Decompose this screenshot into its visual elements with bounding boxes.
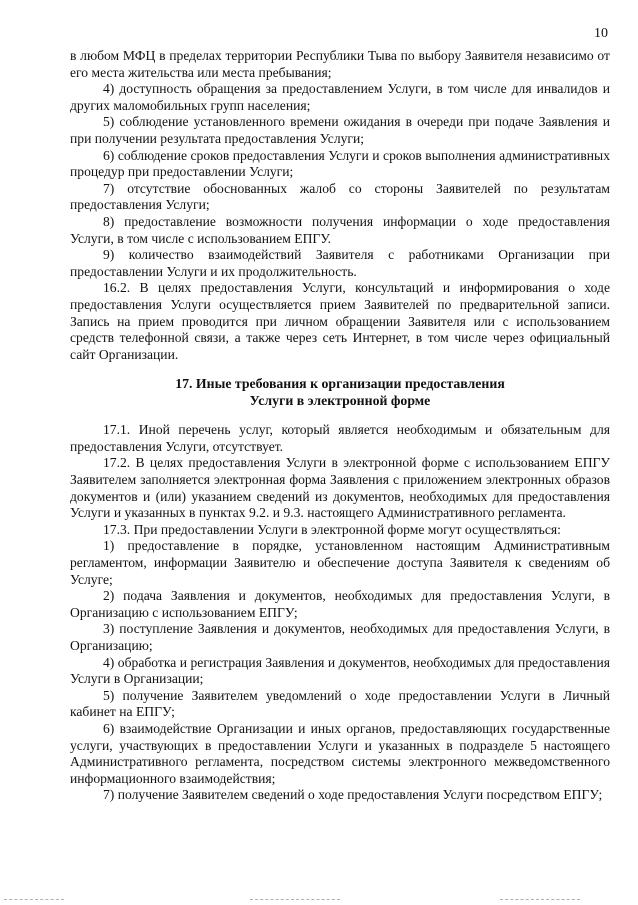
scan-mark xyxy=(250,899,340,901)
list-item: 2) подача Заявления и документов, необходимых для предоставления Услуги, в Организацию с использованием ЕПГУ; xyxy=(70,588,610,620)
list-item: 5) соблюдение установленного времени ожидания в очереди при подаче Заявления и при получении результата предоставления Услуги; xyxy=(70,114,610,146)
paragraph: в любом МФЦ в пределах территории Республики Тыва по выбору Заявителя независимо от его места жительства или места пребывания; xyxy=(70,48,610,80)
paragraph: 17.1. Иной перечень услуг, который является необходимым и обязательным для предоставления Услуги, отсутствует. xyxy=(70,422,610,454)
page-number: 10 xyxy=(594,26,608,41)
section-heading xyxy=(70,375,610,409)
scan-mark xyxy=(4,899,64,901)
paragraph: 17.2. В целях предоставления Услуги в электронной форме с использованием ЕПГУ Заявителем заполняется электронная форма Заявления с приложением электронных образов документов и (или) указанием сведений из документов, необходимых для предоставления Услуги и указанных в пунктах 9.2. и 9.3. настоящего Административного регламента. xyxy=(70,455,610,521)
list-item: 5) получение Заявителем уведомлений о ходе предоставлении Услуги в Личный кабинет на ЕПГУ; xyxy=(70,687,610,720)
scan-mark xyxy=(500,899,580,901)
list-item: 9) количество взаимодействий Заявителя с работниками Организации при предоставлении Услуги и их продолжительность. xyxy=(70,247,610,279)
list-item: 3) поступление Заявления и документов, необходимых для предоставления Услуги, в Организацию; xyxy=(70,621,610,653)
list-item: 4) обработка и регистрация Заявления и документов, необходимых для предоставления Услуги в Организации; xyxy=(70,654,610,687)
list-item: 6) соблюдение сроков предоставления Услуги и сроков выполнения административных процедур при предоставлении Услуги; xyxy=(70,147,610,180)
list-item: 4) доступность обращения за предоставлением Услуги, в том числе для инвалидов и других маломобильных групп населения; xyxy=(70,81,610,113)
paragraph: 16.2. В целях предоставления Услуги, консультаций и информирования о ходе предоставления Услуги осуществляется прием Заявителей по предварительной записи. Запись на прием проводится при личном обращении Заявителя или с использованием средств телефонной связи, а также через сеть Интернет, в том числе через официальный сайт Организации. xyxy=(70,280,610,362)
section-heading-line1: 17. Иные требования к организации предоставления xyxy=(175,376,505,392)
list-item: 8) предоставление возможности получения информации о ходе предоставления Услуги, в том числе с использованием ЕПГУ. xyxy=(70,213,610,246)
paragraph: 17.3. При предоставлении Услуги в электронной форме могут осуществляться: xyxy=(103,521,561,537)
list-item: 6) взаимодействие Организации и иных органов, предоставляющих государственные услуги, участвующих в предоставлении Услуги и указанных в подразделе 5 настоящего Административного регламента, посредством системы электронного межведомственного информационного взаимодействия; xyxy=(70,720,610,786)
document-body xyxy=(70,48,610,804)
list-item: 7) отсутствие обоснованных жалоб со стороны Заявителей по результатам предоставления Услуги; xyxy=(70,180,610,213)
scan-edge-marks xyxy=(0,899,638,903)
section-heading-line2: Услуги в электронной форме xyxy=(249,393,431,409)
list-item: 1) предоставление в порядке, установленном настоящим Административным регламентом, информации Заявителю и обеспечение доступа Заявителя к сведениям об Услуге; xyxy=(70,538,610,587)
list-item: 7) получение Заявителем сведений о ходе предоставления Услуги посредством ЕПГУ; xyxy=(103,787,603,803)
